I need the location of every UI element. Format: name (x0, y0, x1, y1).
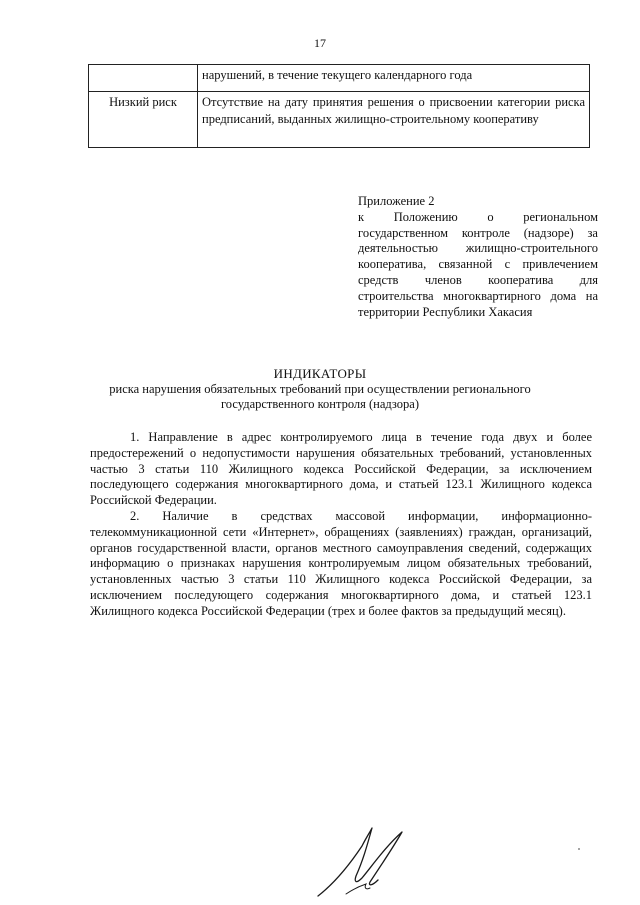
appendix-title: Приложение 2 (358, 194, 435, 208)
scan-speck (578, 848, 580, 850)
page-number: 17 (314, 36, 326, 50)
table-row (89, 92, 590, 148)
handwritten-signature (306, 824, 436, 900)
table-cell-category (89, 65, 198, 92)
heading-title: ИНДИКАТОРЫ (273, 366, 367, 381)
table-cell-category: Низкий риск (89, 92, 198, 148)
heading-subtitle: риска нарушения обязательных требований при осуществлении регионального государственного контроля (надзора) (109, 381, 531, 411)
table-row (89, 65, 590, 92)
table-cell-criterion: Отсутствие на дату принятия решения о присвоении категории риска предписаний, выданных жилищно-строительному кооперативу (198, 92, 590, 148)
appendix-block (358, 194, 598, 320)
table-cell-criterion: нарушений, в течение текущего календарного года (198, 65, 590, 92)
appendix-reference: к Положению о региональном государственном контроле (надзоре) за деятельностью жилищно-строительного кооператива, связанной с привлечением средств членов кооператива для строительства многоквартирного дома на территории Республики Хакасия (358, 209, 598, 319)
paragraph-1: 1. Направление в адрес контролируемого лица в течение года двух и более предостережений о недопустимости нарушения обязательных требований, установленных частью 3 статьи 110 Жилищного кодекса Российской Федерации, за исключением последующего содержания многоквартирного дома, и статьей 123.1 Жилищного кодекса Российской Федерации. (90, 430, 592, 508)
document-heading (80, 366, 560, 413)
risk-category-table (88, 64, 590, 148)
document-body (90, 430, 592, 620)
paragraph-2: 2. Наличие в средствах массовой информации, информационно-телекоммуникационной сети «Интернет», обращениях (заявлениях) граждан, организаций, органов государственной власти, органов местного самоуправления сведений, содержащих информацию о признаках нарушения контролируемым лицом обязательных требований, установленных частью 3 статьи 110 Жилищного кодекса Российской Федерации, за исключением последующего содержания многоквартирного дома, и статьей 123.1 Жилищного кодекса Российской Федерации (трех и более фактов за предыдущий месяц). (90, 508, 592, 618)
